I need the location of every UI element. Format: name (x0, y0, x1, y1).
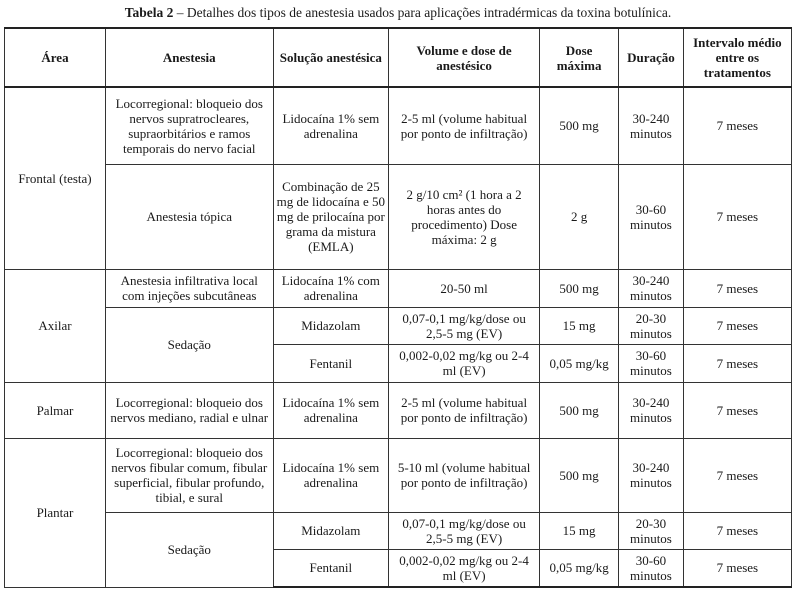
cell-solucao: Fentanil (273, 344, 389, 382)
cell-anestesia: Sedação (105, 512, 273, 587)
cell-dose: 0,05 mg/kg (540, 344, 619, 382)
cell-dose: 15 mg (540, 512, 619, 549)
cell-dose: 0,05 mg/kg (540, 549, 619, 587)
cell-dose: 500 mg (540, 269, 619, 307)
header-intervalo: Intervalo médio entre os tratamentos (683, 28, 791, 87)
header-volume: Volume e dose de anestésico (389, 28, 540, 87)
cell-duracao: 30-60 minutos (619, 164, 684, 269)
table-caption-label: Tabela 2 (124, 5, 174, 20)
table-row (5, 269, 792, 307)
table-row (5, 307, 792, 344)
table-caption (4, 2, 792, 24)
cell-volume: 20-50 ml (389, 269, 540, 307)
cell-duracao: 30-240 minutos (619, 438, 684, 512)
cell-volume: 0,07-0,1 mg/kg/dose ou 2,5-5 mg (EV) (389, 307, 540, 344)
cell-solucao: Midazolam (273, 512, 389, 549)
cell-volume: 2 g/10 cm² (1 hora a 2 horas antes do procedimento) Dose máxima: 2 g (389, 164, 540, 269)
cell-volume: 2-5 ml (volume habitual por ponto de infiltração) (389, 382, 540, 438)
header-solucao: Solução anestésica (273, 28, 389, 87)
cell-intervalo: 7 meses (683, 164, 791, 269)
cell-dose: 500 mg (540, 438, 619, 512)
header-area: Área (5, 28, 106, 87)
table-row (5, 512, 792, 549)
cell-volume: 0,002-0,02 mg/kg ou 2-4 ml (EV) (389, 344, 540, 382)
cell-duracao: 30-240 minutos (619, 87, 684, 164)
header-anestesia: Anestesia (105, 28, 273, 87)
header-duracao: Duração (619, 28, 684, 87)
cell-anestesia: Locorregional: bloqueio dos nervos mediano, radial e ulnar (105, 382, 273, 438)
table-header-row (5, 28, 792, 87)
cell-duracao: 30-240 minutos (619, 382, 684, 438)
cell-anestesia: Sedação (105, 307, 273, 382)
cell-area: Plantar (5, 438, 106, 587)
cell-volume: 0,002-0,02 mg/kg ou 2-4 ml (EV) (389, 549, 540, 587)
cell-solucao: Combinação de 25 mg de lidocaína e 50 mg de prilocaína por grama da mistura (EMLA) (273, 164, 389, 269)
cell-dose: 15 mg (540, 307, 619, 344)
cell-intervalo: 7 meses (683, 438, 791, 512)
cell-intervalo: 7 meses (683, 269, 791, 307)
cell-anestesia: Anestesia tópica (105, 164, 273, 269)
cell-dose: 500 mg (540, 382, 619, 438)
cell-anestesia: Locorregional: bloqueio dos nervos supratrocleares, supraorbitários e ramos temporais do nervo facial (105, 87, 273, 164)
cell-duracao: 20-30 minutos (619, 512, 684, 549)
cell-duracao: 20-30 minutos (619, 307, 684, 344)
cell-intervalo: 7 meses (683, 382, 791, 438)
table-row (5, 87, 792, 164)
cell-area: Palmar (5, 382, 106, 438)
table-row (5, 438, 792, 512)
cell-duracao: 30-240 minutos (619, 269, 684, 307)
cell-area: Frontal (testa) (5, 87, 106, 269)
cell-intervalo: 7 meses (683, 512, 791, 549)
table-row (5, 382, 792, 438)
cell-intervalo: 7 meses (683, 549, 791, 587)
cell-solucao: Fentanil (273, 549, 389, 587)
cell-intervalo: 7 meses (683, 307, 791, 344)
cell-solucao: Lidocaína 1% sem adrenalina (273, 382, 389, 438)
cell-anestesia: Locorregional: bloqueio dos nervos fibular comum, fibular superficial, fibular profundo, tibial, e sural (105, 438, 273, 512)
table-caption-text: – Detalhes dos tipos de anestesia usados para aplicações intradérmicas da toxina botulínica. (173, 5, 672, 20)
cell-intervalo: 7 meses (683, 87, 791, 164)
cell-solucao: Lidocaína 1% sem adrenalina (273, 87, 389, 164)
cell-dose: 500 mg (540, 87, 619, 164)
cell-dose: 2 g (540, 164, 619, 269)
cell-anestesia: Anestesia infiltrativa local com injeções subcutâneas (105, 269, 273, 307)
cell-duracao: 30-60 minutos (619, 344, 684, 382)
cell-volume: 0,07-0,1 mg/kg/dose ou 2,5-5 mg (EV) (389, 512, 540, 549)
table-row (5, 164, 792, 269)
cell-duracao: 30-60 minutos (619, 549, 684, 587)
cell-intervalo: 7 meses (683, 344, 791, 382)
cell-solucao: Midazolam (273, 307, 389, 344)
cell-volume: 5-10 ml (volume habitual por ponto de infiltração) (389, 438, 540, 512)
anesthesia-table (4, 27, 792, 588)
cell-volume: 2-5 ml (volume habitual por ponto de infiltração) (389, 87, 540, 164)
cell-area: Axilar (5, 269, 106, 382)
cell-solucao: Lidocaína 1% com adrenalina (273, 269, 389, 307)
header-dose: Dose máxima (540, 28, 619, 87)
cell-solucao: Lidocaína 1% sem adrenalina (273, 438, 389, 512)
